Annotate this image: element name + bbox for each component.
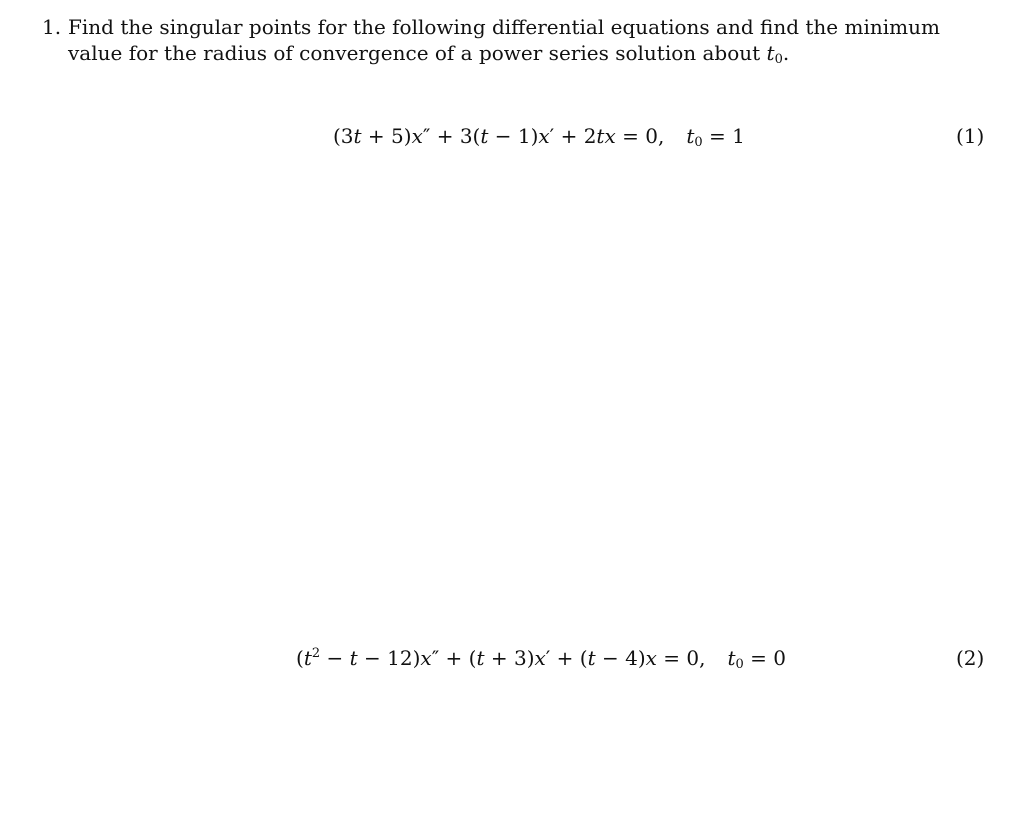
eq2-t: t: [587, 646, 596, 670]
equation-number-2: (2): [956, 646, 985, 670]
eq2-t: t: [349, 646, 358, 670]
eq1-rhs: = 0,: [615, 124, 665, 148]
subscript-zero: 0: [774, 52, 783, 67]
eq2-t0-sub: 0: [735, 657, 744, 672]
eq1-t: t: [353, 124, 362, 148]
eq2-t: t: [476, 646, 485, 670]
eq1-part: + 5): [361, 124, 412, 148]
equation-number-1: (1): [956, 124, 985, 148]
eq1-t: t: [596, 124, 605, 148]
eq1-t0: t: [686, 124, 695, 148]
equation-2: [296, 646, 786, 672]
eq2-x: x: [645, 646, 657, 670]
eq2-prime: ′: [545, 646, 551, 670]
eq2-part: + (: [439, 646, 477, 670]
eq2-x: x: [534, 646, 546, 670]
eq1-t0-value: = 1: [702, 124, 745, 148]
eq2-part: − 4): [595, 646, 646, 670]
eq2-part: + 3): [484, 646, 535, 670]
eq1-part: (3: [333, 124, 354, 148]
period: .: [782, 41, 790, 65]
eq1-t0-sub: 0: [694, 135, 703, 150]
eq1-part: + 2: [554, 124, 597, 148]
eq1-t: t: [480, 124, 489, 148]
problem-statement: [42, 14, 992, 73]
eq2-t0-value: = 0: [743, 646, 787, 670]
eq2-rhs: = 0,: [656, 646, 706, 670]
eq1-x: x: [538, 124, 550, 148]
eq2-prime2: ″: [431, 646, 440, 670]
problem-text: [68, 14, 992, 73]
eq2-t0: t: [727, 646, 736, 670]
eq2-part: (: [296, 646, 304, 670]
eq1-part: + 3(: [430, 124, 481, 148]
eq1-part: − 1): [488, 124, 539, 148]
eq2-part: −: [320, 646, 350, 670]
problem-number: 1.: [42, 15, 62, 39]
eq1-prime: ′: [549, 124, 555, 148]
eq2-part: − 12): [357, 646, 421, 670]
eq1-x: x: [411, 124, 423, 148]
eq2-square: 2: [311, 646, 321, 661]
problem-text-main: Find the singular points for the following differential equations and find the minimum value for the radius of convergence of a power series solution about: [68, 15, 940, 65]
equation-1: [333, 124, 745, 150]
eq1-x: x: [604, 124, 616, 148]
t-variable: t: [766, 41, 775, 65]
eq1-prime2: ″: [422, 124, 431, 148]
eq2-part: + (: [550, 646, 588, 670]
eq2-x: x: [420, 646, 432, 670]
eq2-t: t: [303, 646, 312, 670]
